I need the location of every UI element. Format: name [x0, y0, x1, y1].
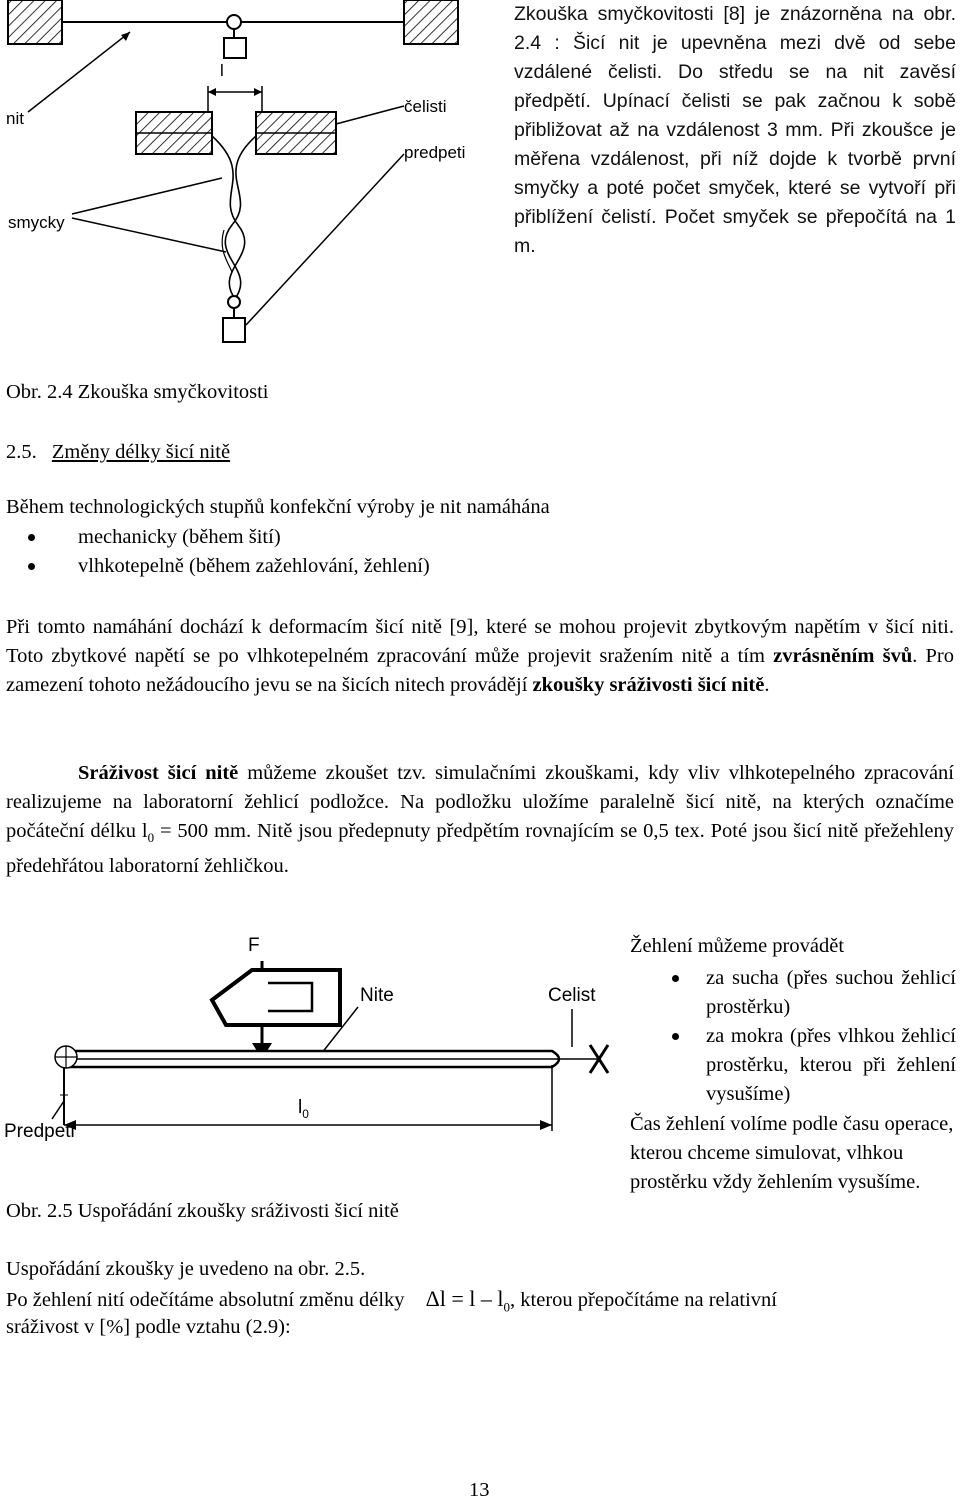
iron [212, 970, 340, 1025]
label-l0: $l_0$ [298, 1097, 309, 1121]
list-item: vlhkotepelně (během zažehlování, žehlení) [6, 552, 706, 581]
list-item: za mokra (přes vlhkou žehlicí prostěrku, kterou při žehlení vysušíme) [630, 1022, 956, 1109]
figure-2-5-shrinkage-setup [0, 925, 620, 1195]
emphasis-shrinkage: Sráživost šicí nitě [78, 762, 239, 784]
section-title: Změny délky šicí nitě [51, 441, 231, 463]
paragraph-during: Během technologických stupňů konfekční výroby je nit namáhána [6, 496, 550, 518]
after-ironing-line: Po žehlení nití odečítáme absolutní změnu délky $\Delta l = l - l_0$, kterou přepočítáme na relativní [6, 1286, 778, 1315]
clamp-left-top [8, 0, 62, 44]
intro-paragraph: Zkouška smyčkovitosti [8] je znázorněna na obr. 2.4 : Šicí nit je upevněna mezi dvě od sebe vzdálené čelisti. Do středu se na nit zavěsí předpětí. Upínací čelisti se pak začnou k sobě přibližovat až na vzdálenost 3 mm. Při zkoušce je měřena vzdálenost, při níž dojde k tvorbě první smyčky a poté počet smyček, které se vytvoří při přiblížení čelistí. Počet smyček se přepočítá na 1 m. [514, 3, 956, 257]
label-force: F [248, 935, 260, 956]
paragraph-stress: Při tomto namáhání dochází k deformacím šicí nitě [9], které se mohou projevit zbytkovým napětím v šicí niti. Toto zbytkové napětí se po vlhkotepelném zpracování může projevit sražením nitě a tím zvrásněním švů. Pro zamezení tohoto nežádoucího jevu se na šicích nitech provádějí zkoušky sráživosti šicí nitě. [6, 616, 955, 696]
page-number: 13 [469, 1479, 490, 1501]
figure-2-4-loop-test [0, 0, 470, 350]
ironing-heading: Žehlení můžeme provádět [630, 935, 845, 957]
bullet-list-stress [6, 523, 706, 581]
emphasis-shrinkage-tests: zkoušky sráživosti šicí nitě [532, 674, 765, 696]
section-heading [6, 438, 230, 467]
label-celisti: čelisti [404, 97, 447, 116]
figure-2-5-caption: Obr. 2.5 Uspořádání zkoušky sráživosti šicí nitě [6, 1200, 399, 1222]
figure-2-4-caption: Obr. 2.4 Zkouška smyčkovitosti [6, 381, 269, 403]
label-l: l [220, 61, 224, 80]
label-predpeti-25: Predpeti [4, 1121, 75, 1142]
formula-delta-l: $\Delta l = l - l_0$ [425, 1286, 511, 1315]
paragraph-shrinkage: Sráživost šicí nitě můžeme zkoušet tzv. simulačními zkouškami, kdy vliv vlhkotepelného zpracování realizujeme na laboratorní žehlicí podložce. Na podložku uložíme paralelně šicí nitě, na kterých označíme počáteční délku $l_0 = 500$ mm. Nitě jsou předepnuty předpětím rovnajícím se 0,5 tex. Poté jsou šicí nitě přežehleny předehřátou laboratorní žehličkou. [6, 762, 954, 878]
label-celist: Celist [548, 985, 596, 1006]
list-item: za sucha (přes suchou žehlicí prostěrku) [630, 964, 956, 1022]
clamp-right-top [404, 0, 458, 44]
label-nite: Nite [360, 985, 394, 1006]
ironing-options-list [630, 964, 956, 1109]
section-number: 2.5. [6, 441, 37, 463]
arrangement-sentence: Uspořádání zkoušky je uvedeno na obr. 2.5. [6, 1258, 366, 1280]
list-item: mechanicky (během šití) [6, 523, 706, 552]
label-predpeti: predpeti [404, 143, 466, 162]
ironing-time-text: Čas žehlení volíme podle času operace, kterou chceme simulovat, vlhkou prostěrku vždy žehlením vysušíme. [630, 1113, 954, 1193]
weight-top [224, 38, 246, 58]
label-nit: nit [6, 109, 24, 128]
after-ironing-continued: sráživost v [%] podle vztahu (2.9): [6, 1316, 291, 1338]
label-smycky: smycky [8, 213, 65, 232]
weight-bottom [223, 318, 245, 342]
emphasis-wrinkling: zvrásněním švů [773, 645, 913, 667]
